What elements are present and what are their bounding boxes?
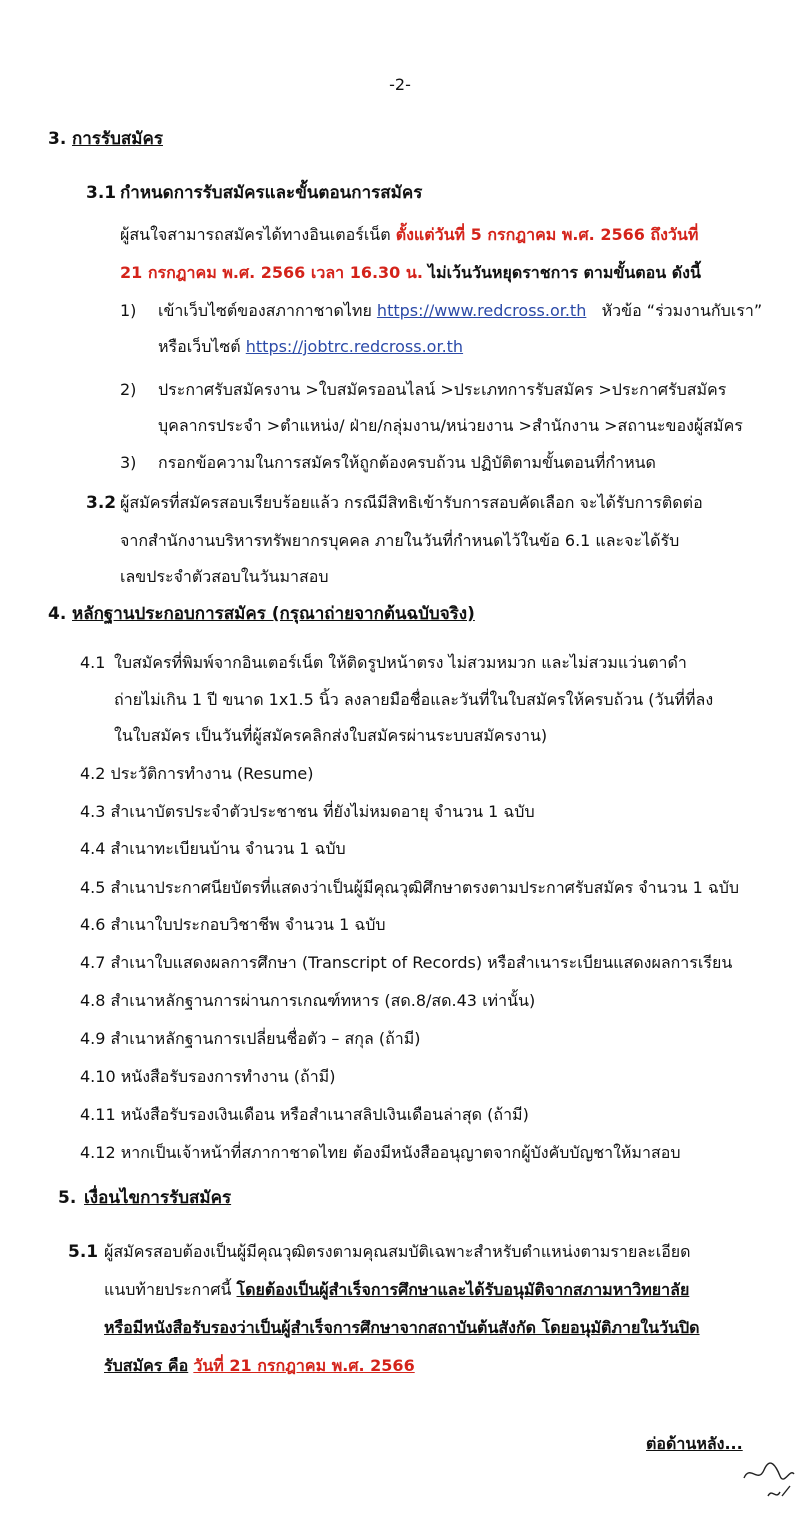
- item-4-9: 4.9 สำเนาหลักฐานการเปลี่ยนชื่อตัว – สกุล (ถ้ามี): [80, 1029, 421, 1048]
- item-4-7: 4.7 สำเนาใบแสดงผลการศึกษา (Transcript of Records) หรือสำเนาระเบียนแสดงผลการเรียน: [80, 953, 733, 972]
- step1-line2: [158, 339, 463, 355]
- s31-number: 3.1: [86, 183, 117, 203]
- section4-number: 4.: [48, 604, 67, 624]
- s31-title: กำหนดการรับสมัครและขั้นตอนการสมัคร: [120, 183, 423, 203]
- step1-line1: [158, 303, 762, 319]
- continued-note: ต่อด้านหลัง...: [646, 1434, 743, 1453]
- page-number: -2-: [389, 75, 411, 94]
- item-4-1-line2: ถ่ายไม่เกิน 1 ปี ขนาด 1x1.5 นิ้ว ลงลายมือชื่อและวันที่ในใบสมัครให้ครบถ้วน (วันที่ที่ลง: [114, 690, 714, 709]
- section5-number: 5.: [58, 1188, 77, 1208]
- step3-number: 3): [120, 453, 137, 472]
- jobtrc-link[interactable]: https://jobtrc.redcross.or.th: [245, 337, 464, 356]
- item-4-1-line1: ใบสมัครที่พิมพ์จากอินเตอร์เน็ต ให้ติดรูปหน้าตรง ไม่สวมหมวก และไม่สวมแว่นตาดำ: [114, 653, 687, 672]
- s32-line3: เลขประจำตัวสอบในวันมาสอบ: [120, 567, 329, 586]
- s51-line2: [104, 1282, 689, 1298]
- s51-line2-text: แนบท้ายประกาศนี้: [104, 1280, 232, 1299]
- s51-line3: หรือมีหนังสือรับรองว่าเป็นผู้สำเร็จการศึกษาจากสถาบันต้นสังกัด โดยอนุมัติภายในวันปิด: [104, 1318, 700, 1337]
- step2-line1: ประกาศรับสมัครงาน >ใบสมัครออนไลน์ >ประเภทการรับสมัคร >ประกาศรับสมัคร: [158, 380, 727, 399]
- s31-intro-date-start: ตั้งแต่วันที่ 5 กรกฎาคม พ.ศ. 2566 ถึงวันที่: [395, 225, 699, 244]
- step2-number: 2): [120, 380, 137, 399]
- step1-topic: หัวข้อ “ร่วมงานกับเรา”: [601, 301, 763, 320]
- item-4-12: 4.12 หากเป็นเจ้าหน้าที่สภากาชาดไทย ต้องมีหนังสืออนุญาตจากผู้บังคับบัญชาให้มาสอบ: [80, 1143, 681, 1162]
- s31-intro-text: ผู้สนใจสามารถสมัครได้ทางอินเตอร์เน็ต: [120, 225, 391, 244]
- step1-text: เข้าเว็บไซต์ของสภากาชาดไทย: [158, 301, 372, 320]
- section4-title: หลักฐานประกอบการสมัคร (กรุณาถ่ายจากต้นฉบับจริง): [72, 604, 475, 624]
- item-4-1-line3: ในใบสมัคร เป็นวันที่ผู้สมัครคลิกส่งใบสมัครผ่านระบบสมัครงาน): [114, 726, 548, 745]
- signature-initials: [740, 1456, 796, 1506]
- s31-intro-line2: [120, 265, 701, 281]
- step2-line2: บุคลากรประจำ >ตำแหน่ง/ ฝ่าย/กลุ่มงาน/หน่วยงาน >สำนักงาน >สถานะของผู้สมัคร: [158, 416, 743, 435]
- s31-intro-line1: [120, 227, 698, 243]
- item-4-2: 4.2 ประวัติการทำงาน (Resume): [80, 764, 314, 783]
- s51-line2-bold: โดยต้องเป็นผู้สำเร็จการศึกษาและได้รับอนุมัติจากสภามหาวิทยาลัย: [236, 1280, 690, 1299]
- s32-line2: จากสำนักงานบริหารทรัพยากรบุคคล ภายในวันที่กำหนดไว้ในข้อ 6.1 และจะได้รับ: [120, 531, 680, 550]
- item-4-3: 4.3 สำเนาบัตรประจำตัวประชาชน ที่ยังไม่หมดอายุ จำนวน 1 ฉบับ: [80, 802, 535, 821]
- s32-number: 3.2: [86, 493, 117, 513]
- s32-line1: ผู้สมัครที่สมัครสอบเรียบร้อยแล้ว กรณีมีสิทธิเข้ารับการสอบคัดเลือก จะได้รับการติดต่อ: [120, 493, 703, 512]
- item-4-1-number: 4.1: [80, 653, 106, 672]
- item-4-5: 4.5 สำเนาประกาศนียบัตรที่แสดงว่าเป็นผู้มีคุณวุฒิศึกษาตรงตามประกาศรับสมัคร จำนวน 1 ฉบับ: [80, 878, 740, 897]
- item-4-11: 4.11 หนังสือรับรองเงินเดือน หรือสำเนาสลิปเงินเดือนล่าสุด (ถ้ามี): [80, 1105, 529, 1124]
- s51-number: 5.1: [68, 1242, 99, 1262]
- section3-number: 3.: [48, 129, 67, 149]
- step1-number: 1): [120, 301, 137, 320]
- item-4-4: 4.4 สำเนาทะเบียนบ้าน จำนวน 1 ฉบับ: [80, 839, 346, 858]
- s51-line4: [104, 1358, 415, 1374]
- s51-line4-bold: รับสมัคร คือ: [104, 1356, 189, 1375]
- item-4-8: 4.8 สำเนาหลักฐานการผ่านการเกณฑ์ทหาร (สด.8/สด.43 เท่านั้น): [80, 991, 536, 1010]
- section3-title: การรับสมัคร: [72, 129, 163, 149]
- step1-text2: หรือเว็บไซต์: [158, 337, 241, 356]
- s31-intro-date-end: 21 กรกฎาคม พ.ศ. 2566 เวลา 16.30 น.: [120, 263, 423, 282]
- s51-deadline: วันที่ 21 กรกฎาคม พ.ศ. 2566: [193, 1356, 415, 1375]
- s31-intro-text2: ไม่เว้นวันหยุดราชการ ตามขั้นตอน ดังนี้: [427, 263, 701, 282]
- redcross-link[interactable]: https://www.redcross.or.th: [376, 301, 587, 320]
- section5-title: เงื่อนไขการรับสมัคร: [84, 1188, 232, 1208]
- step3-text: กรอกข้อความในการสมัครให้ถูกต้องครบถ้วน ปฏิบัติตามขั้นตอนที่กำหนด: [158, 453, 656, 472]
- s51-line1: ผู้สมัครสอบต้องเป็นผู้มีคุณวุฒิตรงตามคุณสมบัติเฉพาะสำหรับตำแหน่งตามรายละเอียด: [104, 1242, 691, 1261]
- item-4-10: 4.10 หนังสือรับรองการทำงาน (ถ้ามี): [80, 1067, 336, 1086]
- item-4-6: 4.6 สำเนาใบประกอบวิชาชีพ จำนวน 1 ฉบับ: [80, 915, 386, 934]
